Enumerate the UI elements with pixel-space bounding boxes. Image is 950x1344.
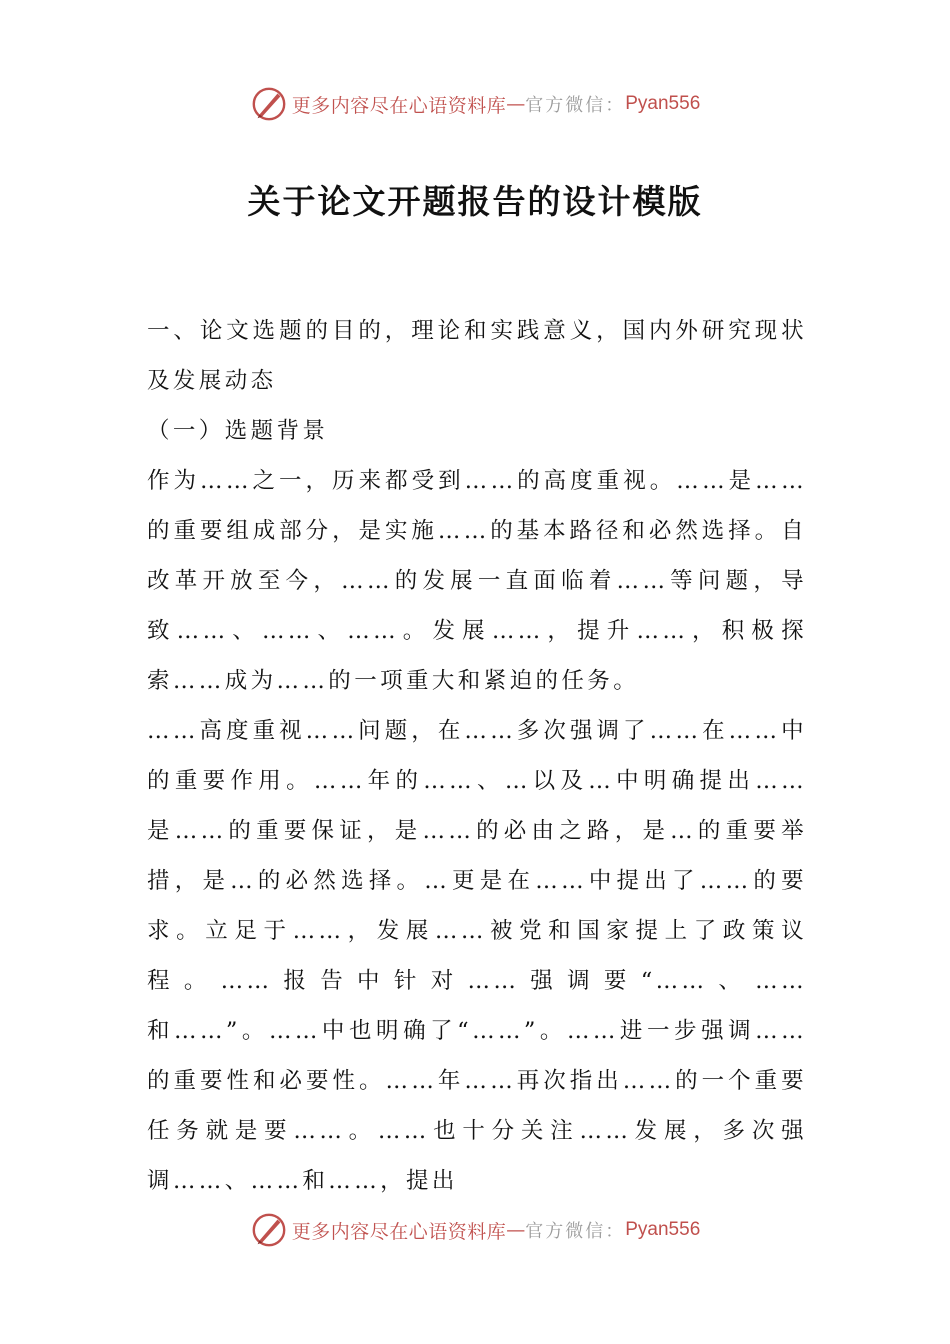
banner-slogan: 更多内容尽在心语资料库 xyxy=(291,94,507,117)
banner-dash: — xyxy=(506,1219,526,1241)
banner-dash: — xyxy=(506,93,526,115)
banner-slogan: 更多内容尽在心语资料库 xyxy=(291,1220,507,1243)
footer-banner xyxy=(0,1210,950,1250)
banner-wechat-label: 官方微信： xyxy=(525,95,626,116)
pen-logo-icon xyxy=(250,1211,288,1249)
document-body xyxy=(147,306,807,1206)
pen-logo-icon xyxy=(250,85,288,123)
banner-wechat-label: 官方微信： xyxy=(525,1221,626,1242)
header-banner xyxy=(0,84,950,124)
body-paragraph: ……高度重视……问题，在……多次强调了……在……中的重要作用。……年的……、…以及…中明确提出……是……的重要保证，是……的必由之路，是…的重要举措，是…的必然选择。…更是在……中提出了……的要求。立足于……，发展……被党和国家提上了政策议程。……报告中针对……强调要“……、……和……”。……中也明确了“……”。……进一步强调……的重要性和必要性。……年……再次指出……的一个重要任务就是要……。……也十分关注……发展，多次强调……、……和……，提出 xyxy=(147,718,807,1194)
banner-wechat-id: Pyan556 xyxy=(625,1219,701,1240)
document-title: 关于论文开题报告的设计模版 xyxy=(247,182,703,221)
subsection-heading: （一）选题背景 xyxy=(147,418,329,444)
banner-wechat-id: Pyan556 xyxy=(625,93,701,114)
body-paragraph: 作为……之一，历来都受到……的高度重视。……是……的重要组成部分，是实施……的基本路径和必然选择。自改革开放至今，……的发展一直面临着……等问题，导致……、……、……。发展……，提升……，积极探索……成为……的一项重大和紧迫的任务。 xyxy=(147,468,807,694)
section-heading: 一、论文选题的目的，理论和实践意义，国内外研究现状及发展动态 xyxy=(147,318,807,394)
